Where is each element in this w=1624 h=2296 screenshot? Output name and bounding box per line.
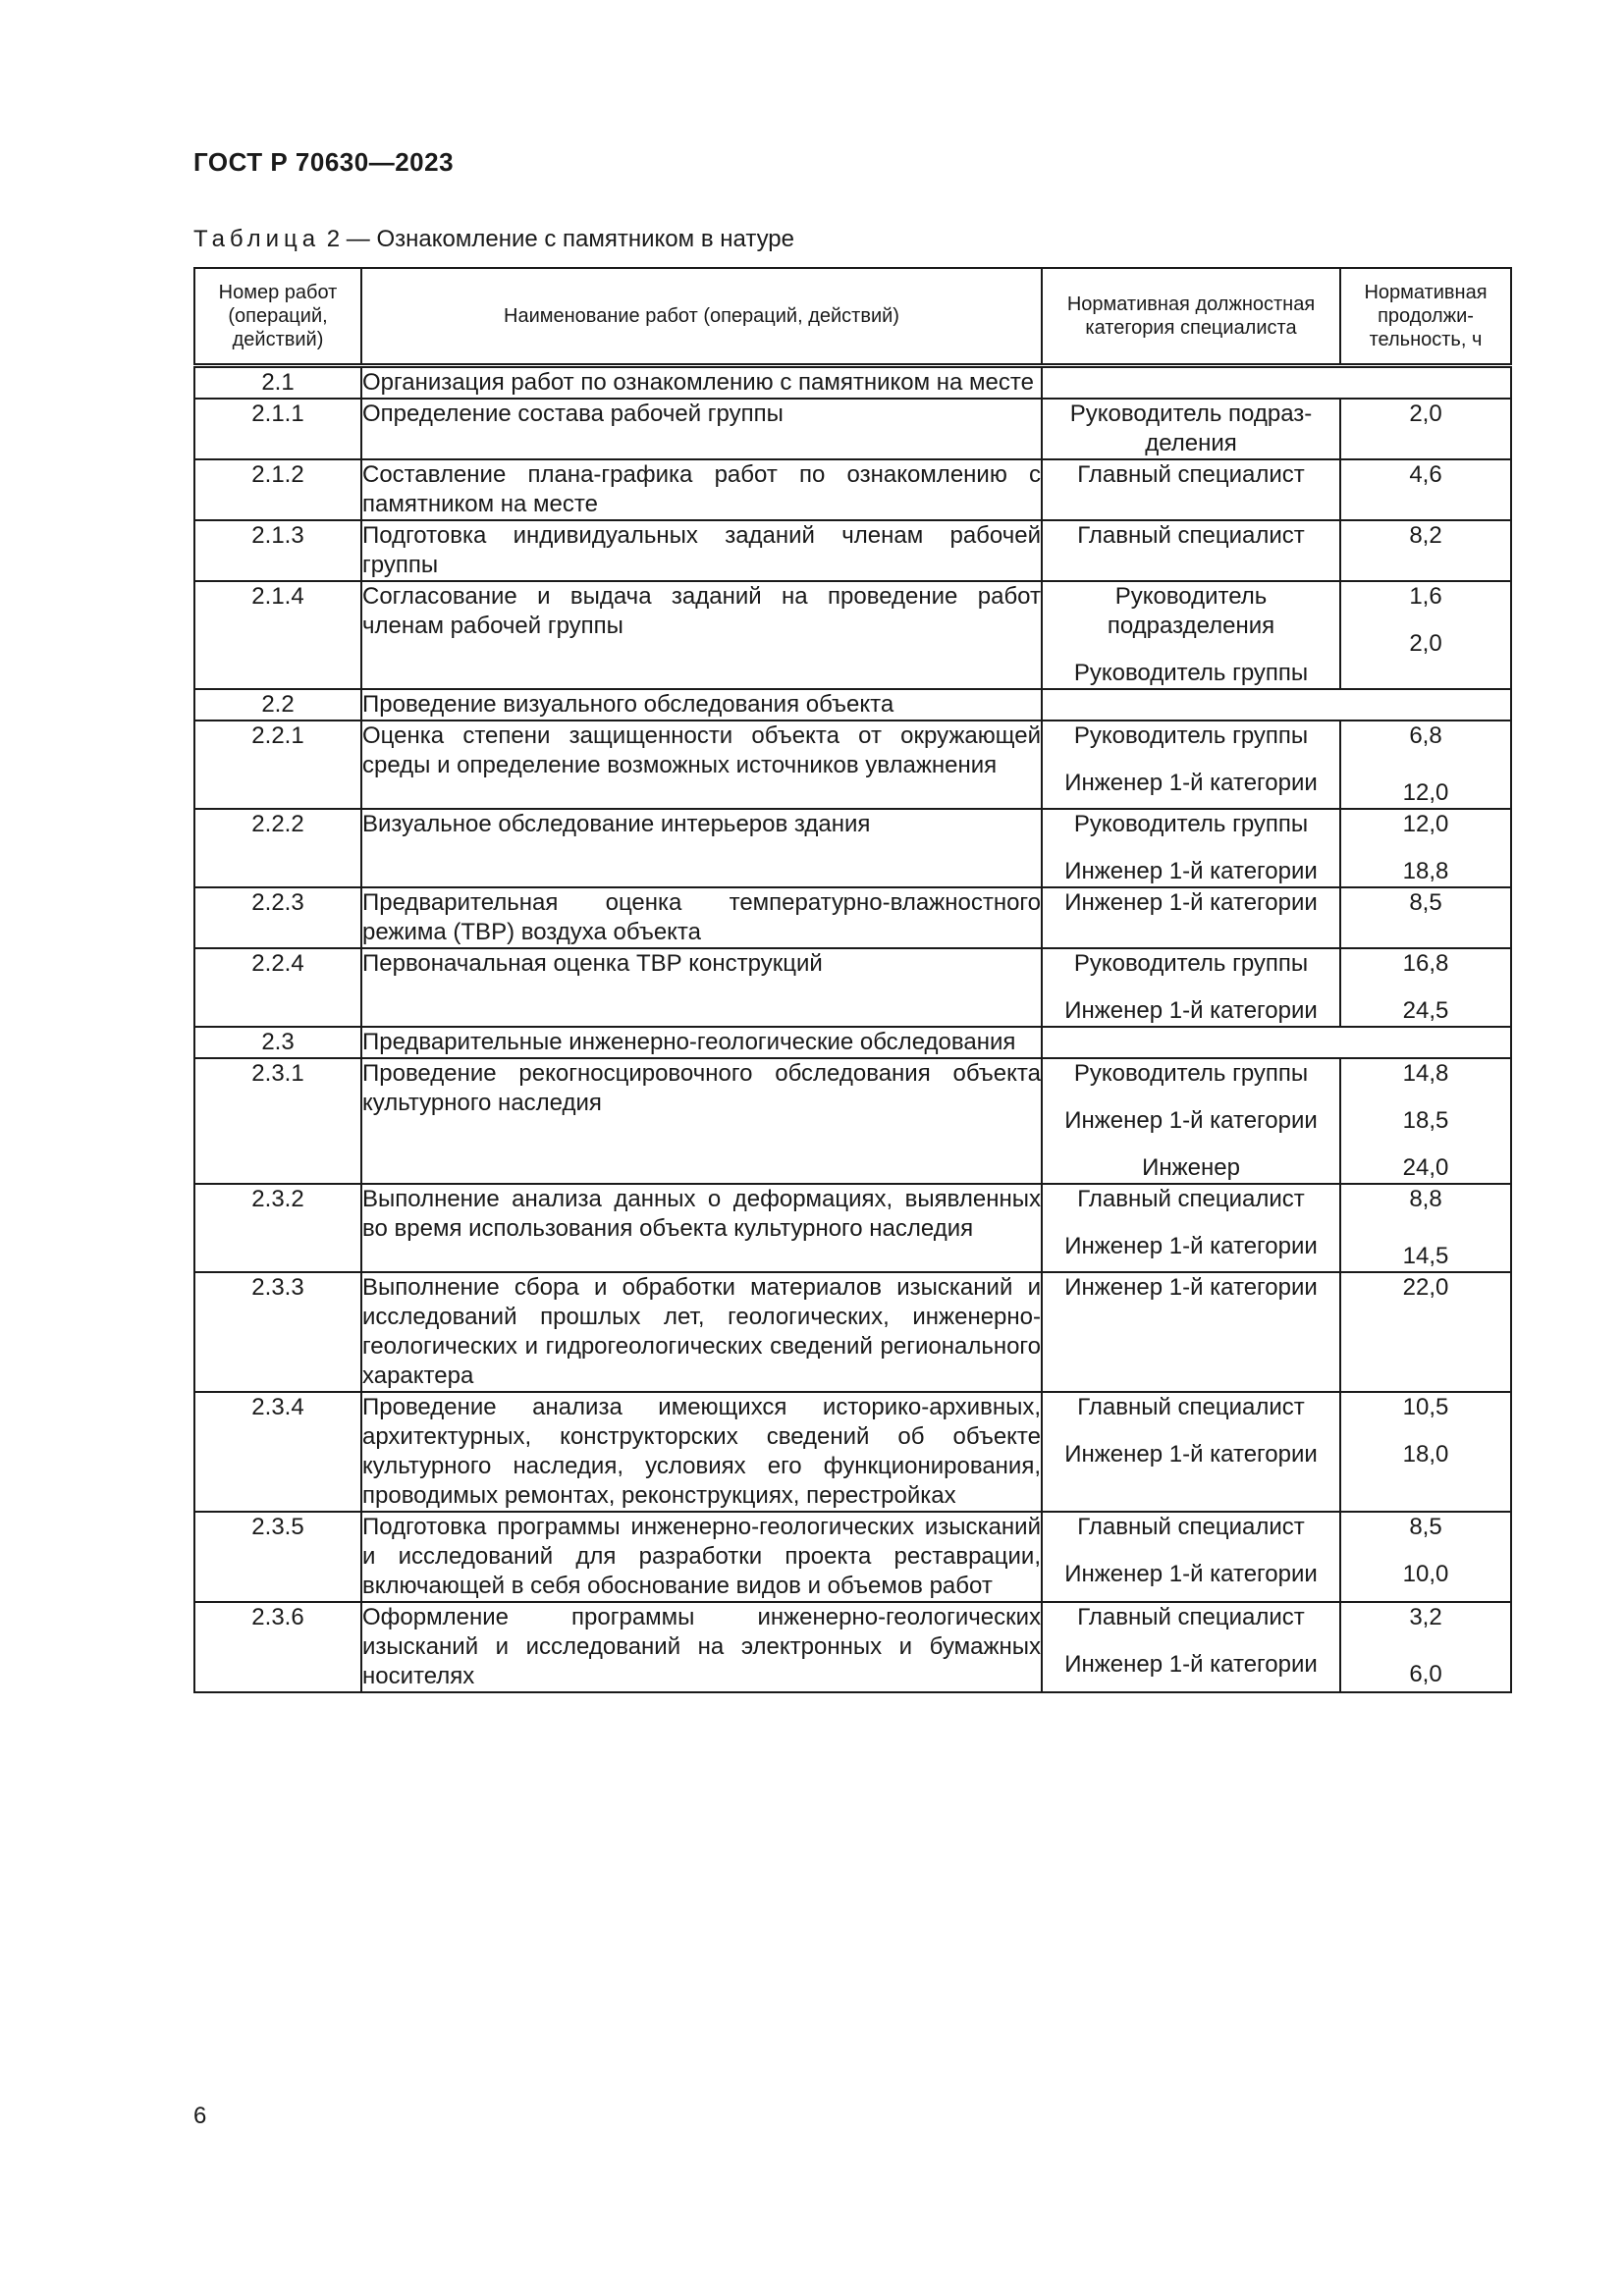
row-number: 2.3.3: [194, 1272, 361, 1392]
category-value: Главный специалист: [1077, 1186, 1305, 1212]
category-value: Руководитель группы: [1073, 811, 1309, 837]
row-number: 2.3: [194, 1027, 361, 1058]
duration-value: 14,8: [1402, 1060, 1449, 1087]
row-duration: [1340, 1184, 1511, 1272]
row-number: 2.3.1: [194, 1058, 361, 1184]
category-value: Руководитель группы: [1073, 950, 1309, 977]
table-row: [194, 1602, 1511, 1692]
row-number: 2.3.2: [194, 1184, 361, 1272]
row-work-name: Оценка степени защищенности объекта от окружающей среды и определение возможных источников увлажнения: [361, 721, 1042, 809]
table-row: [194, 689, 1511, 721]
duration-value: 2,0: [1409, 630, 1442, 657]
category-value: Инженер 1-й категории: [1064, 1274, 1318, 1301]
row-category: [1042, 1602, 1340, 1692]
row-empty-cell: [1042, 1027, 1511, 1058]
row-category: [1042, 1272, 1340, 1392]
duration-value: 18,0: [1402, 1441, 1449, 1468]
duration-value: 10,0: [1402, 1561, 1449, 1587]
duration-value: 3,2: [1409, 1604, 1442, 1630]
category-value: Руководитель подраз-деления: [1069, 400, 1313, 456]
row-number: 2.1.1: [194, 399, 361, 459]
duration-value: 24,5: [1402, 997, 1449, 1024]
row-work-name: Согласование и выдача заданий на проведение работ членам рабочей группы: [361, 581, 1042, 689]
header-work-name: Наименование работ (операций, действий): [361, 268, 1042, 366]
category-value: Руководитель группы: [1073, 1060, 1309, 1087]
table-row: [194, 581, 1511, 689]
category-value: Главный специалист: [1077, 1394, 1305, 1420]
category-value: Руководитель подразделения: [1107, 583, 1275, 639]
duration-value: 8,5: [1409, 1514, 1442, 1540]
category-value: Инженер 1-й категории: [1064, 889, 1318, 916]
row-number: 2.2.4: [194, 948, 361, 1027]
category-value: Инженер 1-й категории: [1064, 997, 1318, 1024]
duration-value: 6,8: [1409, 722, 1442, 749]
row-number: 2.3.6: [194, 1602, 361, 1692]
row-category: [1042, 809, 1340, 887]
category-value: Инженер 1-й категории: [1064, 770, 1318, 796]
category-value: Инженер 1-й категории: [1064, 1441, 1318, 1468]
row-work-name: Определение состава рабочей группы: [361, 399, 1042, 459]
duration-value: 1,6: [1409, 583, 1442, 610]
table-row: [194, 721, 1511, 809]
category-value: Руководитель группы: [1073, 722, 1309, 749]
row-empty-cell: [1042, 366, 1511, 400]
category-value: Главный специалист: [1077, 522, 1305, 549]
row-work-name: Оформление программы инженерно-геологических изысканий и исследований на электронных и бумажных носителях: [361, 1602, 1042, 1692]
table-row: [194, 366, 1511, 400]
row-category: [1042, 948, 1340, 1027]
category-value: Инженер: [1142, 1154, 1240, 1181]
category-value: Главный специалист: [1077, 461, 1305, 488]
row-number: 2.2.3: [194, 887, 361, 948]
row-work-name: Проведение рекогносцировочного обследования объекта культурного наследия: [361, 1058, 1042, 1184]
category-value: Инженер 1-й категории: [1064, 1233, 1318, 1259]
header-category: Нормативная должностная категория специалиста: [1042, 268, 1340, 366]
category-value: Главный специалист: [1077, 1514, 1305, 1540]
row-duration: [1340, 399, 1511, 459]
row-duration: [1340, 459, 1511, 520]
duration-value: 14,5: [1402, 1243, 1449, 1269]
row-category: [1042, 399, 1340, 459]
duration-value: 8,5: [1409, 889, 1442, 916]
table-row: [194, 948, 1511, 1027]
row-work-name: Составление плана-графика работ по ознакомлению с памятником на месте: [361, 459, 1042, 520]
row-work-name: Предварительная оценка температурно-влажностного режима (ТВР) воздуха объекта: [361, 887, 1042, 948]
duration-value: 18,5: [1402, 1107, 1449, 1134]
row-category: [1042, 1392, 1340, 1512]
row-category: [1042, 520, 1340, 581]
row-duration: [1340, 809, 1511, 887]
table-row: [194, 887, 1511, 948]
row-category: [1042, 887, 1340, 948]
table-row: [194, 520, 1511, 581]
duration-value: 2,0: [1409, 400, 1442, 427]
row-work-name: Первоначальная оценка ТВР конструкций: [361, 948, 1042, 1027]
category-value: Инженер 1-й категории: [1064, 1651, 1318, 1678]
works-table: [193, 267, 1512, 1693]
table-row: [194, 809, 1511, 887]
row-duration: [1340, 1392, 1511, 1512]
row-work-name: Предварительные инженерно-геологические обследования: [361, 1027, 1042, 1058]
duration-value: 4,6: [1409, 461, 1442, 488]
row-work-name: Организация работ по ознакомлению с памятником на месте: [361, 366, 1042, 400]
category-value: Руководитель группы: [1073, 660, 1309, 686]
row-number: 2.1.3: [194, 520, 361, 581]
row-duration: [1340, 581, 1511, 689]
row-category: [1042, 721, 1340, 809]
row-category: [1042, 1512, 1340, 1602]
row-category: [1042, 581, 1340, 689]
duration-value: 22,0: [1402, 1274, 1449, 1301]
row-work-name: Подготовка индивидуальных заданий членам рабочей группы: [361, 520, 1042, 581]
row-duration: [1340, 948, 1511, 1027]
row-empty-cell: [1042, 689, 1511, 721]
table-row: [194, 1058, 1511, 1184]
header-number: Номер работ (операций, действий): [194, 268, 361, 366]
table-caption: [193, 226, 794, 253]
row-work-name: Выполнение сбора и обработки материалов изысканий и исследований прошлых лет, геологических, инженерно-геологических и гидрогеологических сведений регионального характера: [361, 1272, 1042, 1392]
duration-value: 12,0: [1402, 811, 1449, 837]
duration-value: 8,2: [1409, 522, 1442, 549]
document-standard-title: ГОСТ Р 70630—2023: [193, 147, 455, 177]
row-number: 2.3.5: [194, 1512, 361, 1602]
table-caption-text: 2 — Ознакомление с памятником в натуре: [320, 226, 795, 252]
duration-value: 6,0: [1409, 1661, 1442, 1687]
row-number: 2.1.2: [194, 459, 361, 520]
duration-value: 8,8: [1409, 1186, 1442, 1212]
row-work-name: Проведение визуального обследования объекта: [361, 689, 1042, 721]
category-value: Инженер 1-й категории: [1064, 1561, 1318, 1587]
table-row: [194, 1512, 1511, 1602]
table-row: [194, 399, 1511, 459]
row-duration: [1340, 1272, 1511, 1392]
table-row: [194, 1027, 1511, 1058]
table-header-row: [194, 268, 1511, 366]
duration-value: 12,0: [1402, 779, 1449, 806]
row-duration: [1340, 520, 1511, 581]
row-category: [1042, 459, 1340, 520]
header-duration: Нормативная продолжи-тельность, ч: [1340, 268, 1511, 366]
row-work-name: Визуальное обследование интерьеров здания: [361, 809, 1042, 887]
table-row: [194, 1272, 1511, 1392]
row-duration: [1340, 721, 1511, 809]
row-number: 2.2.2: [194, 809, 361, 887]
row-duration: [1340, 1512, 1511, 1602]
row-work-name: Подготовка программы инженерно-геологических изысканий и исследований для разработки проекта реставрации, включающей в себя обоснование видов и объемов работ: [361, 1512, 1042, 1602]
row-number: 2.3.4: [194, 1392, 361, 1512]
category-value: Инженер 1-й категории: [1064, 1107, 1318, 1134]
duration-value: 10,5: [1402, 1394, 1449, 1420]
table-caption-prefix: Таблица: [193, 226, 321, 252]
row-number: 2.1.4: [194, 581, 361, 689]
table-row: [194, 1392, 1511, 1512]
page-number: 6: [193, 2103, 207, 2129]
row-work-name: Выполнение анализа данных о деформациях, выявленных во время использования объекта культурного наследия: [361, 1184, 1042, 1272]
table-row: [194, 1184, 1511, 1272]
row-number: 2.2.1: [194, 721, 361, 809]
row-duration: [1340, 1602, 1511, 1692]
row-category: [1042, 1058, 1340, 1184]
duration-value: 24,0: [1402, 1154, 1449, 1181]
category-value: Инженер 1-й категории: [1064, 858, 1318, 884]
duration-value: 18,8: [1402, 858, 1449, 884]
row-duration: [1340, 1058, 1511, 1184]
row-duration: [1340, 887, 1511, 948]
category-value: Главный специалист: [1077, 1604, 1305, 1630]
row-number: 2.2: [194, 689, 361, 721]
row-number: 2.1: [194, 366, 361, 400]
table-row: [194, 459, 1511, 520]
duration-value: 16,8: [1402, 950, 1449, 977]
row-category: [1042, 1184, 1340, 1272]
row-work-name: Проведение анализа имеющихся историко-архивных, архитектурных, конструкторских сведений об объекте культурного наследия, условиях его функционирования, проводимых ремонтах, реконструкциях, перестройках: [361, 1392, 1042, 1512]
